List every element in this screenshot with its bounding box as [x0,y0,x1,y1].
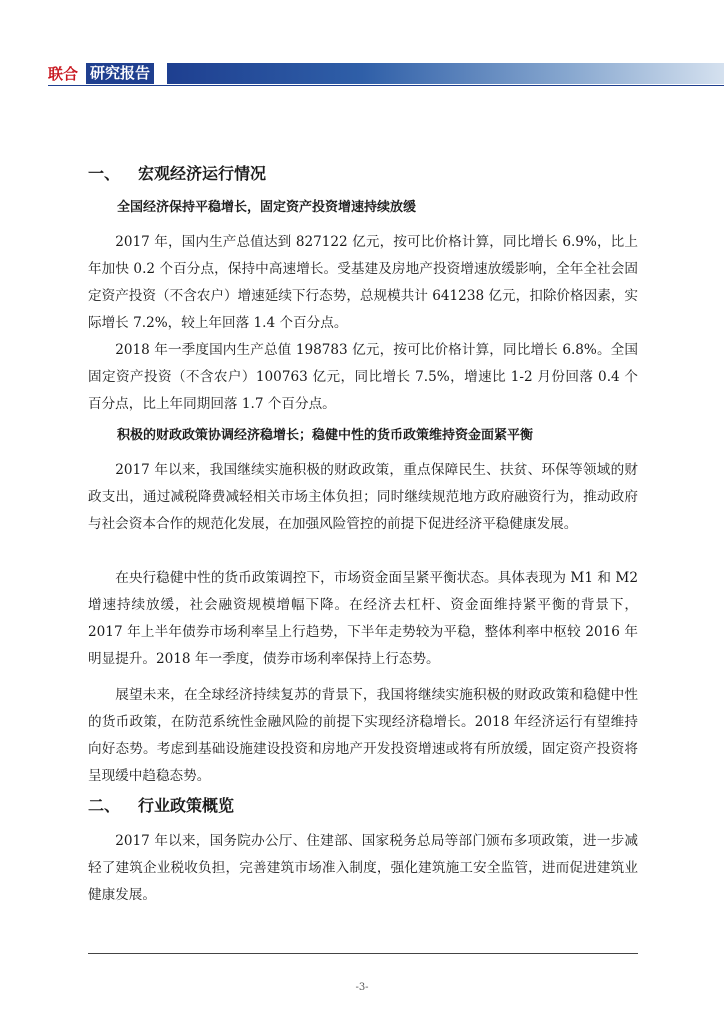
body-paragraph: 2017 年，国内生产总值达到 827122 亿元，按可比价格计算，同比增长 6.9%，比上年加快 0.2 个百分点，保持中高速增长。受基建及房地产投资增速放缓影响，全年全社会固定资产投资（不含农户）增速延续下行态势，总规模共计 641238 亿元，扣除价格因素，实际增长 7.2%，较上年回落 1.4 个百分点。 [88,234,638,331]
section-title: 宏观经济运行情况 [138,164,267,183]
section-number: 二、 [88,796,121,815]
page-number: -3- [355,982,369,993]
section-number: 一、 [88,164,121,183]
report-header [0,60,724,86]
subsection-heading: 全国经济保持平稳增长，固定资产投资增速持续放缓 [117,200,417,215]
body-paragraph: 2018 年一季度国内生产总值 198783 亿元，按可比价格计算，同比增长 6.8%。全国固定资产投资（不含农户）100763 亿元，同比增长 7.5%，增速比 1-2 月份回落 0.4 个百分点，比上年同期回落 1.7 个百分点。 [88,342,638,412]
subsection-heading: 积极的财政政策协调经济稳增长；稳健中性的货币政策维持资金面紧平衡 [117,428,534,443]
report-type-label: 研究报告 [86,63,154,84]
header-gradient-bar [167,63,724,84]
brand-name: 联合 [48,65,79,83]
header-divider [48,85,724,86]
footer-divider [88,953,638,954]
body-paragraph: 展望未来，在全球经济持续复苏的背景下，我国将继续实施积极的财政政策和稳健中性的货币政策，在防范系统性金融风险的前提下实现经济稳增长。2018 年经济运行有望维持向好态势。考虑到基础设施建设投资和房地产开发投资增速或将有所放缓，固定资产投资将呈现缓中趋稳态势。 [88,687,638,784]
section-heading-macro [88,163,266,185]
section-heading-policy [88,795,234,817]
section-title: 行业政策概览 [138,796,235,815]
body-paragraph: 在央行稳健中性的货币政策调控下，市场资金面呈紧平衡状态。具体表现为 M1 和 M2 增速持续放缓，社会融资规模增幅下降。在经济去杠杆、资金面维持紧平衡的背景下，2017 年上半年债券市场利率呈上行趋势，下半年走势较为平稳，整体利率中枢较 2016 年明显提升。2018 年一季度，债券市场利率保持上行态势。 [88,570,638,667]
body-paragraph: 2017 年以来，国务院办公厅、住建部、国家税务总局等部门颁布多项政策，进一步减轻了建筑企业税收负担，完善建筑市场准入制度，强化建筑施工安全监管，进而促进建筑业健康发展。 [88,833,638,903]
body-paragraph: 2017 年以来，我国继续实施积极的财政政策，重点保障民生、扶贫、环保等领域的财政支出，通过减税降费减轻相关市场主体负担；同时继续规范地方政府融资行为，推动政府与社会资本合作的规范化发展，在加强风险管控的前提下促进经济平稳健康发展。 [88,462,638,532]
